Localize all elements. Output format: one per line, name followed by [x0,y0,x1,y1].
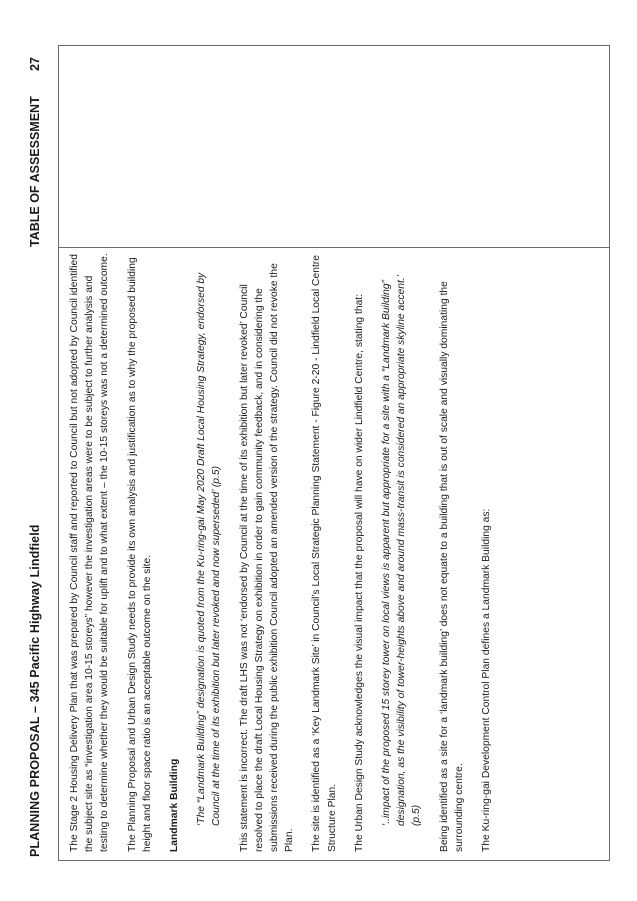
section-label: TABLE OF ASSESSMENT [28,96,42,247]
paragraph-visual-impact: The Urban Design Study acknowledges the visual impact that the proposal will have on wider Lindfield Centre, stating that: [353,293,365,852]
assessment-table [58,45,610,861]
assessment-column [67,252,506,852]
paragraph-key-landmark-site: The site is identified as a ‘Key Landmark Site’ in Council’s Local Strategic Planning Statement - Figure 2-20 - Lindfield Local Centre Structure Plan. [311,255,338,852]
paragraph-dcp-definition: The Ku-ring-gai Development Control Plan defines a Landmark Building as: [481,508,493,852]
page-number: 27 [28,57,42,71]
document-title: PLANNING PROPOSAL – 345 Pacific Highway Lindfield [28,524,42,857]
column-divider [59,247,609,248]
heading-landmark-building: Landmark Building [169,758,181,852]
paragraph-landmark-scale: Being identified as a site for a ‘landmark building’ does not equate to a building that is out of scale and visually dominating the surrounding centre. [438,281,465,852]
quote-landmark-designation: ‘The “Landmark Building” designation is quoted from the Ku-ring-gai May 2020 Draft Local Housing Strategy, endorsed by Council at the time of its exhibition but later revoked and now superseded’ (p.5) [196,272,223,826]
paragraph-justification: The Planning Proposal and Urban Design Study needs to provide its own analysis and justification as to why the proposed building height and floor space ratio is an acceptable outcome on the site. [126,257,153,852]
paragraph-housing-delivery-plan: The Stage 2 Housing Delivery Plan that was prepared by Council staff and reported to Council but not adopted by Council identified the subject site as “investigation area 10-15 storeys” however the investigation areas were to be subject to further analysis and testing to determine whether they would be suitable for uplift and to what extent – the 10-15 storeys was not a determined outcome. [69,253,111,852]
paragraph-statement-incorrect: This statement is incorrect. The draft LHS was not ‘endorsed by Council at the time of its exhibition but later revoked’ Council resolved to place the draft Local Housing Strategy on exhibition in order to gain community feedback, and in considering the submissions received during the public exhibition Council adopted an amended version of the strategy. Council did not revoke the Plan. [238,263,296,852]
quote-tower-impact: ‘..impact of the proposed 15 storey tower on local views is apparent but appropriate for a site with a “Landmark Building” designation, as the visibility of tower-heights above and around mass-transit is considered an appropriate skyline accent.’ (p.5) [381,275,423,826]
